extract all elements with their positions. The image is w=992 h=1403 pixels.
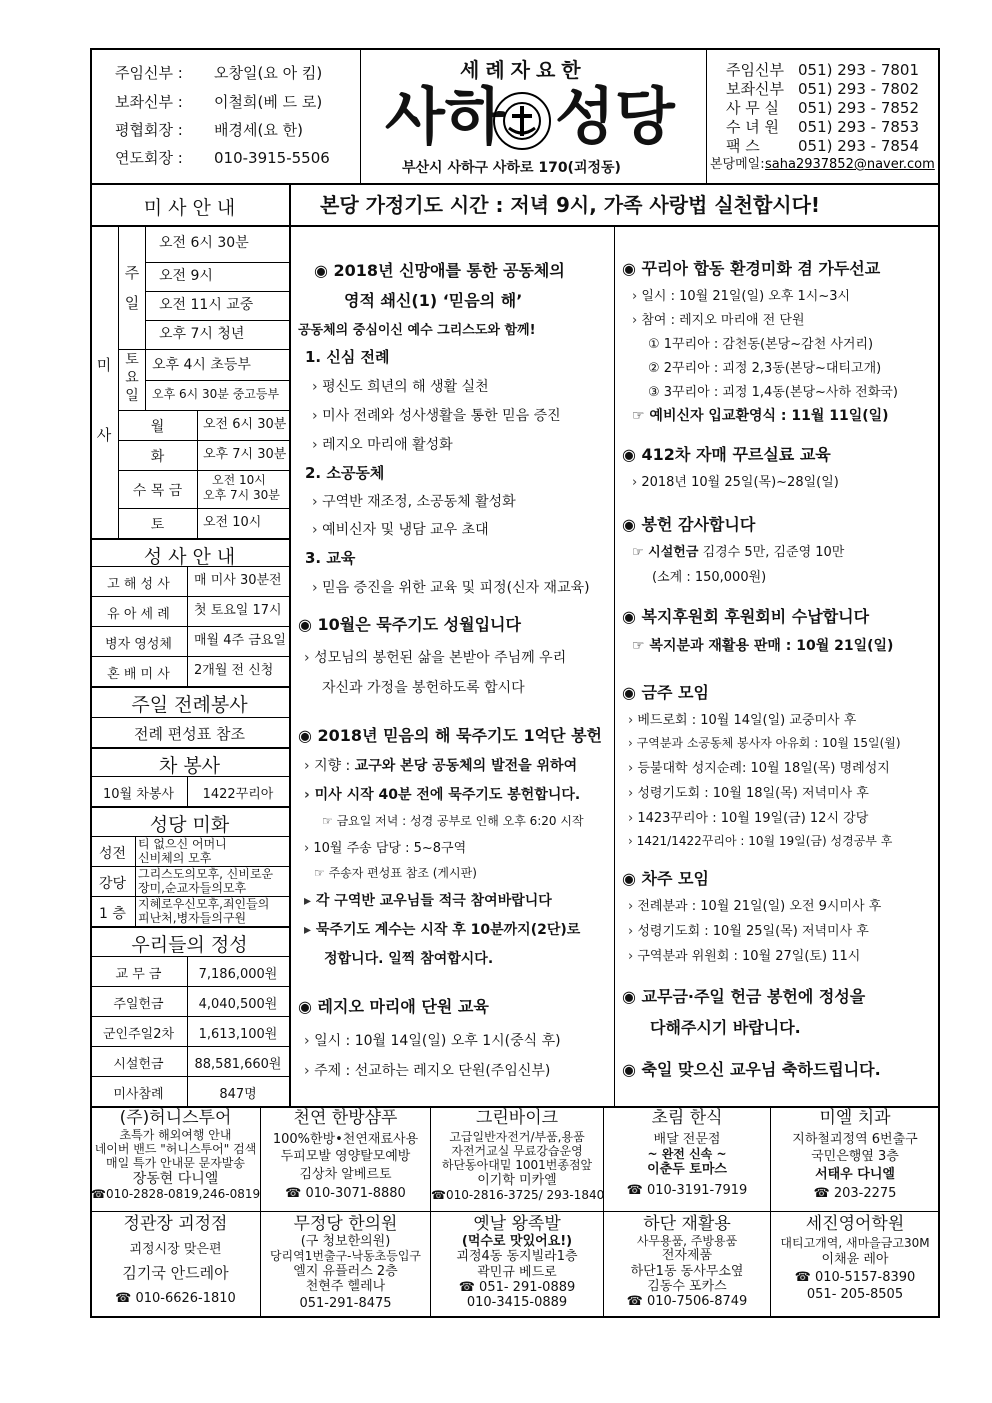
ad-line: 하단1동 동사무소옆 [630, 1263, 744, 1279]
section-title: ◉ 축일 맞으신 교우님 축하드립니다. [622, 1060, 881, 1079]
ad-line: 배달 전문점 [653, 1132, 721, 1148]
ad-phone: ☎ 010-6626-1810 [115, 1291, 236, 1307]
text-line: 미사 시작 40분 전에 묵주기도 봉헌합니다. [314, 787, 581, 803]
section-offering-notice [622, 984, 938, 1038]
sunday-label: 주 일 [124, 264, 140, 312]
ad-phone: 051-291-8475 [299, 1296, 392, 1312]
list-item: 1423꾸리아 : 10월 19일(금) 12시 강당 [637, 811, 869, 826]
contact-label: 주임신부 [726, 61, 784, 79]
ad-phone: ☎010-2816-3725/ 293-1840 [431, 1187, 605, 1202]
list-item: 구역분과 소공동체 봉사자 아유회 : 10월 15일(월) [636, 736, 901, 750]
sunday-time: 오후 7시 청년 [159, 326, 245, 342]
ad-line: 사무용품, 주방용품 [636, 1234, 738, 1249]
list-item: 미사 전례와 성사생활을 통한 믿음 증진 [322, 408, 561, 424]
beauty-area: 1 층 [99, 906, 126, 922]
list-item: 믿음 증진을 위한 교육 및 피정(신자 재교육) [322, 580, 590, 596]
car-group: 1422꾸리아 [202, 787, 274, 802]
weekday-time: 오전 10시 [203, 515, 262, 530]
list-item: 전례분과 : 10월 21일(일) 오전 9시미사 후 [637, 899, 882, 914]
ad-phone: ☎ 051- 291-0889 [458, 1280, 576, 1296]
section-title: ◉ 2018년 신망애를 통한 공동체의 [314, 261, 565, 280]
divider [90, 686, 289, 688]
weekday-time: 오후 7시 30분 [203, 488, 280, 502]
divider [118, 508, 289, 509]
section-thanks [622, 512, 938, 585]
offering-amount: 847명 [219, 1087, 257, 1102]
address: 부산시 사하구 사하로 170(괴정동) [402, 160, 621, 176]
text-line: 교구와 본당 공동체의 발전을 위하여 [354, 758, 578, 774]
section-title: ◉ 금주 모임 [622, 683, 709, 702]
list-item: 예비신자 및 냉담 교우 초대 [322, 522, 489, 538]
ad-line: (먹수로 맛있어요!) [461, 1234, 573, 1250]
sacrament-time: 매월 4주 금요일 [194, 633, 286, 648]
staff-name: 010-3915-5506 [214, 149, 330, 167]
ad-owner: 김상차 알베르토 [299, 1166, 392, 1182]
text-line: (소계 : 150,000원) [652, 570, 767, 585]
divider [197, 410, 198, 538]
divider [90, 717, 289, 718]
text-line: 자신과 가정을 봉헌하도록 합시다 [322, 680, 525, 696]
sacrament-title: 성 사 안 내 [143, 546, 236, 568]
beauty-group: 장미,순교자들의모후 [138, 881, 247, 895]
text-line: 10월 주송 담당 : 5~8구역 [313, 841, 467, 856]
section-subtitle: 공동체의 중심이신 예수 그리스도와 함께! [298, 323, 536, 338]
ad-phone: ☎ 010-3071-8880 [285, 1186, 406, 1202]
ad-line: 지하철괴정역 6번출구 [792, 1132, 918, 1148]
text-line: ☞ 시설헌금 [632, 545, 699, 560]
contact-label: 사 무 실 [726, 99, 780, 117]
offering-name: 미사참례 [113, 1087, 164, 1102]
weekday-name: 토 [150, 517, 165, 533]
divider [145, 380, 289, 381]
banner: 본당 가정기도 시간 : 저녁 9시, 가족 사랑법 실천합시다! [320, 193, 821, 217]
ad-line: 괴정4동 동지빌라1층 [456, 1249, 578, 1265]
ad-owner: 장동현 다니엘 [132, 1170, 219, 1187]
list-item: 성령기도회 : 10월 18일(목) 저녁미사 후 [637, 786, 869, 801]
subheading: 2. 소공동체 [305, 464, 385, 482]
ad-name: 세진영어학원 [805, 1214, 905, 1234]
divider [90, 1211, 940, 1212]
saturday-time: 오후 6시 30분 중고등부 [152, 387, 280, 401]
weekday-time: 오전 10시 [212, 473, 266, 487]
text-line: 정합니다. 일찍 참여합시다. [324, 951, 494, 967]
divider [118, 440, 289, 441]
ad-name: 옛날 왕족발 [473, 1214, 561, 1234]
ad-name: 정관장 괴정점 [123, 1214, 228, 1234]
section-faith-year: ◉ 2018년 신망애를 통한 공동체의 영적 쇄신(1) ‘믿음의 해’ 공동체의 중심이신 예수 그리스도와 함께! 1. 신심 전례 › 평신도 희년의 해 생활 실천 › 미사 전례와 성사생활을 통한 믿음 증진 › 레지오 마리애 활성화 2. 소공동체 › 구역반 재조정, 소공동체 활성화 › 예비신자 및 냉담 교우 초대 3. 교육 › 믿음 증진을 위한 교육 및 피정(신자 재교육) [298, 258, 610, 597]
section-rosary-offering: ◉ 2018년 믿음의 해 묵주기도 1억단 봉헌 › 지향 : 교구와 본당 공동체의 발전을 위하여 › 미사 시작 40분 전에 묵주기도 봉헌합니다. ☞ 금요일 저녁 : 성경 공부로 인해 오후 6:20 시작 › 10월 주송 담당 : 5~8구역 ☞ 주송자 편성표 참조 (게시판) ▸ 각 구역반 교우님들 적극 참여바랍니다 ▸ 묵주기도 계수는 시작 후 10분까지(2단)로 정합니다. 일찍 참여합시다. [298, 723, 616, 968]
weekday-time: 오전 6시 30분 [203, 417, 287, 432]
ad-line: 고급일반자전거/부품,용품 [449, 1130, 585, 1145]
list-item: 평신도 희년의 해 생활 실천 [322, 379, 489, 395]
section-legio: ◉ 레지오 마리애 단원 교육 › 일시 : 10월 14일(일) 오후 1시(중식 후) › 주제 : 선교하는 레지오 단원(주임신부) [298, 994, 610, 1080]
divider [90, 596, 289, 597]
title-right: 성당 [555, 80, 675, 153]
sacrament-name: 병자 영성체 [105, 637, 172, 652]
text-line: 각 구역반 교우님들 적극 참여바랍니다 [315, 893, 552, 909]
divider [118, 349, 289, 350]
section-next-week: ◉ 차주 모임 › 전례분과 : 10월 21일(일) 오전 9시미사 후 › 성령기도회 : 10월 25일(목) 저녁미사 후 › 구역분과 위원회 : 10월 27일(토) 11시 [622, 866, 940, 964]
sacrament-time: 2개월 전 신청 [194, 663, 274, 678]
contact-number: 051) 293 - 7854 [798, 137, 920, 155]
offering-amount: 7,186,000원 [198, 967, 278, 982]
staff-role: 평협회장 : [115, 121, 183, 139]
section-welfare [622, 604, 938, 655]
contact-label: 수 녀 원 [726, 118, 780, 136]
divider [289, 184, 291, 1106]
subtitle: 세례자요한 [460, 58, 587, 82]
ad-owner: 이춘두 토마스 [647, 1161, 727, 1177]
divider [90, 747, 289, 749]
text-line: ☞ 금요일 저녁 : 성경 공부로 인해 오후 6:20 시작 [322, 814, 584, 828]
mass-title: 미 사 안 내 [143, 197, 236, 219]
list-item: 등불대학 성지순례: 10월 18일(목) 명례성지 [637, 761, 890, 776]
staff-role: 연도회장 : [115, 149, 183, 167]
offering-amount: 1,613,100원 [198, 1027, 278, 1042]
offering-amount: 88,581,660원 [194, 1057, 282, 1072]
offering-name: 군인주일2차 [102, 1027, 175, 1042]
divider [145, 226, 146, 410]
ad-owner: 김기국 안드레아 [122, 1264, 229, 1283]
list-item: 구역분과 위원회 : 10월 27일(토) 11시 [637, 949, 861, 964]
ad-line: 당리역1번출구-낙동초등입구 [269, 1249, 422, 1264]
car-month: 10월 차봉사 [103, 787, 174, 802]
ad-line: 두피모발 영양탈모예방 [280, 1149, 411, 1165]
ad-phone: 051- 205-8505 [806, 1286, 904, 1302]
staff-name: 오창일(요 아 킴) [214, 64, 323, 82]
text-line: 지향 : [314, 758, 355, 774]
ad-jeonggwanjang [91, 1214, 260, 1306]
list-item: 성령기도회 : 10월 25일(목) 저녁미사 후 [637, 924, 869, 939]
ad-name: 천연 한방샴푸 [293, 1108, 398, 1128]
car-title: 차 봉사 [158, 755, 221, 777]
divider [360, 48, 361, 184]
section-title: ◉ 2018년 믿음의 해 묵주기도 1억단 봉헌 [298, 726, 602, 745]
beauty-group: 그리스도의모후, 신비로운 [138, 867, 274, 881]
section-curia: ◉ 꾸리아 합동 환경미화 겸 가두선교 › 일시 : 10월 21일(일) 오후 1시~3시 › 참여 : 레지오 마리애 전 단원 ① 1꾸리아 : 감천동(본당~감천 사거리) ② 2꾸리아 : 괴정 2,3동(본당~대티고개) ③ 3꾸리아 : 괴정 1,4동(본당~사하 전화국) ☞ 예비신자 입교환영식 : 11월 11일(일) [622, 256, 938, 425]
section-feast [622, 1057, 938, 1080]
text-line: 참여 : 레지오 마리애 전 단원 [641, 313, 805, 328]
contact-number: 051) 293 - 7802 [798, 80, 920, 98]
sacrament-time: 첫 토요일 17시 [194, 603, 282, 618]
weekday-name: 수 목 금 [132, 483, 183, 499]
divider [90, 183, 940, 185]
text-line: ③ 3꾸리아 : 괴정 1,4동(본당~사하 전화국) [648, 385, 898, 400]
ad-name: 초림 한식 [651, 1108, 723, 1128]
divider [90, 1076, 289, 1077]
ad-line: 괴정시장 맞은편 [129, 1242, 222, 1258]
divider [90, 626, 289, 627]
text-line: ① 1꾸리아 : 감천동(본당~감천 사거리) [648, 337, 874, 352]
sacrament-name: 고 해 성 사 [107, 577, 170, 592]
offering-name: 시설헌금 [113, 1057, 164, 1072]
offering-amount: 4,040,500원 [198, 997, 278, 1012]
ad-line: 전자제품 [661, 1248, 713, 1264]
contact-number: 051) 293 - 7801 [798, 61, 920, 79]
church-logo-icon [493, 92, 551, 150]
weekday-name: 월 [150, 419, 165, 435]
ad-phone: ☎ 010-7506-8749 [626, 1294, 748, 1310]
beauty-group: 신비체의 모후 [138, 851, 212, 865]
sunday-time: 오전 11시 교중 [159, 297, 254, 313]
ad-name: (주)허니스투어 [119, 1108, 232, 1128]
section-title: ◉ 봉헌 감사합니다 [622, 515, 756, 534]
contact-number: 051) 293 - 7852 [798, 99, 920, 117]
beauty-group: 피난처,병자들의구원 [138, 911, 247, 925]
list-item: 베드로회 : 10월 14일(일) 교중미사 후 [637, 713, 857, 728]
section-title: ◉ 차주 모임 [622, 869, 709, 888]
text-line: ② 2꾸리아 : 괴정 2,3동(본당~대티고개) [648, 361, 882, 376]
sunday-time: 오전 6시 30분 [159, 235, 249, 251]
mass-label: 미 사 [96, 356, 112, 444]
offering-name: 교 무 금 [115, 967, 162, 982]
saturday-label: 토 요 일 [125, 352, 139, 404]
staff-name: 배경세(요 한) [214, 121, 303, 139]
divider [145, 291, 289, 292]
offering-title: 우리들의 정성 [131, 934, 248, 956]
ad-phone: ☎ 203-2275 [813, 1186, 897, 1202]
ad-name: 미엘 치과 [819, 1108, 891, 1128]
section-title: ◉ 10월은 묵주기도 성월입니다 [298, 615, 521, 634]
staff-role: 주임신부 : [115, 64, 183, 82]
divider [90, 225, 940, 227]
title-left: 사하 [385, 80, 505, 153]
text-line: ☞ 예비신자 입교환영식 : 11월 11일(일) [632, 408, 889, 424]
ad-owner: 이채윤 레아 [821, 1252, 889, 1268]
list-item: 레지오 마리애 활성화 [322, 437, 453, 453]
divider [145, 262, 289, 263]
divider [90, 956, 289, 957]
section-cursillo: ◉ 412차 자매 꾸르실료 교육 › 2018년 10월 25일(목)~28일(일) [622, 442, 938, 490]
ad-line: 엘지 유플러스 2층 [293, 1263, 398, 1279]
ad-line: 네이버 밴드 "허니스투어" 검색 [94, 1142, 257, 1157]
ad-phone: 010-3415-0889 [466, 1295, 568, 1311]
subheading: 1. 신심 전례 [305, 348, 390, 366]
email-link[interactable]: saha2937852@naver.com [765, 157, 935, 172]
beauty-area: 강당 [98, 876, 127, 892]
text-line: 묵주기도 계수는 시작 후 10분까지(2단)로 [315, 922, 581, 938]
divider [90, 776, 289, 777]
ad-owner: 천현주 헬레나 [305, 1278, 386, 1294]
liturgy-title: 주일 전례봉사 [131, 694, 248, 716]
ad-owner: 서태우 다니엘 [815, 1166, 895, 1182]
ad-line: 매일 특가 안내문 문자발송 [106, 1156, 245, 1171]
divider [145, 320, 289, 321]
ad-chorim [604, 1108, 770, 1198]
beauty-area: 성전 [98, 846, 127, 862]
sacrament-name: 유 아 세 례 [107, 607, 170, 622]
ad-phone: ☎010-2828-0819,246-0819 [91, 1187, 261, 1202]
ad-line: 100%한방•천연재료사용 [272, 1132, 419, 1148]
saturday-time: 오후 4시 초등부 [152, 357, 251, 373]
ad-phone: ☎ 010-5157-8390 [794, 1269, 916, 1285]
ad-owner: 김동수 포카스 [647, 1278, 727, 1294]
section-rosary-month: ◉ 10월은 묵주기도 성월입니다 › 성모님의 봉헌된 삶을 본받아 주님께 우리 자신과 가정을 봉헌하도록 합시다 [298, 612, 610, 697]
weekday-time: 오후 7시 30분 [203, 447, 287, 462]
staff-role: 보좌신부 : [115, 93, 183, 111]
divider [118, 470, 289, 471]
subheading: 3. 교육 [305, 549, 356, 567]
beauty-group: 티 없으신 어머니 [138, 837, 227, 851]
contact-label: 팩 스 [726, 137, 760, 155]
ad-owner: 곽민규 베드로 [477, 1264, 557, 1280]
offering-name: 주일헌금 [113, 997, 164, 1012]
divider [135, 836, 136, 926]
ad-english-academy [771, 1214, 939, 1302]
section-title: 영적 쇄신(1) ‘믿음의 해’ [344, 291, 523, 310]
ad-line: 대티고개역, 새마을금고30M [780, 1236, 930, 1251]
ad-green-bike [431, 1108, 603, 1202]
ad-jokbal [431, 1214, 603, 1311]
divider [90, 1016, 289, 1017]
ad-line: 국민은행옆 3층 [811, 1149, 899, 1165]
divider [90, 986, 289, 987]
divider [90, 926, 289, 928]
text-line: 성모님의 봉헌된 삶을 본받아 주님께 우리 [314, 650, 567, 666]
ad-oriental-clinic [261, 1214, 430, 1312]
divider [90, 1046, 289, 1047]
text-line: ☞ 복지분과 재활용 판매 : 10월 21일(일) [632, 638, 894, 654]
ad-recycling [604, 1214, 770, 1310]
ad-miel-dental [771, 1108, 939, 1201]
divider [614, 226, 615, 1106]
divider [90, 538, 289, 540]
ad-name: 무정당 한의원 [293, 1214, 398, 1234]
ad-name: 그린바이크 [475, 1108, 559, 1128]
ad-herbal-shampoo [261, 1108, 430, 1201]
contact-label: 보좌신부 [726, 80, 784, 98]
divider [90, 806, 289, 808]
email-label: 본당메일: [710, 157, 765, 172]
weekday-name: 화 [150, 449, 165, 465]
liturgy-text: 전례 편성표 참조 [134, 725, 245, 743]
divider [187, 566, 188, 686]
ad-phone: ☎ 010-3191-7919 [626, 1182, 748, 1198]
beauty-title: 성당 미화 [149, 814, 230, 836]
section-this-week: ◉ 금주 모임 › 베드로회 : 10월 14일(일) 교중미사 후 › 구역분과 소공동체 봉사자 아유회 : 10월 15일(월) › 등불대학 성지순례: 10월 18일(목) 명례성지 › 성령기도회 : 10월 18일(목) 저녁미사 후 › 1423꾸리아 : 10월 19일(금) 12시 강당 › 1421/1422꾸리아 : 10월 19일(금) 성경공부 후 [622, 680, 940, 849]
staff-name: 이철희(베 드 로) [214, 93, 323, 111]
divider [706, 48, 707, 184]
section-title: ◉ 교무금·주일 헌금 봉헌에 정성을 [622, 987, 866, 1006]
text-line: 일시 : 10월 21일(일) 오후 1시~3시 [641, 289, 851, 304]
text-line: 주제 : 선교하는 레지오 단원(주임신부) [314, 1063, 551, 1079]
section-title: ◉ 레지오 마리애 단원 교육 [298, 997, 489, 1016]
contact-number: 051) 293 - 7853 [798, 118, 920, 136]
text-line: ☞ 주송자 편성표 참조 (게시판) [314, 866, 477, 880]
divider [90, 566, 289, 567]
ad-line: 자전거교실 무료강습운영 [451, 1144, 583, 1159]
divider [90, 656, 289, 657]
beauty-group: 지혜로우신모후,죄인들의 [138, 897, 270, 911]
ad-line: ~ 완전 신속 ~ [647, 1147, 727, 1162]
sunday-time: 오전 9시 [159, 268, 213, 284]
section-title: ◉ 412차 자매 꾸르실료 교육 [622, 445, 831, 464]
divider [118, 410, 289, 411]
ad-owner: 이기학 미카엘 [477, 1172, 557, 1188]
ad-line: (구 청보한의원) [300, 1234, 391, 1250]
sacrament-time: 매 미사 30분전 [194, 573, 282, 588]
section-title: ◉ 복지후원회 후원회비 수납합니다 [622, 607, 870, 626]
text-line: 김경수 5만, 김준영 10만 [702, 545, 845, 560]
list-item: 1421/1422꾸리아 : 10월 19일(금) 성경공부 후 [636, 834, 893, 848]
section-title: ◉ 꾸리아 합동 환경미화 겸 가두선교 [622, 259, 881, 278]
section-title: 다해주시기 바랍니다. [650, 1018, 801, 1037]
ad-line: 하단동아대밑 1001번종점앞 [441, 1158, 593, 1173]
text-line: 2018년 10월 25일(목)~28일(일) [641, 475, 839, 490]
list-item: 구역반 재조정, 소공동체 활성화 [322, 494, 516, 510]
text-line: 일시 : 10월 14일(일) 오후 1시(중식 후) [314, 1033, 561, 1049]
sacrament-name: 혼 배 미 사 [107, 667, 170, 682]
ad-line: 초특가 해외여행 안내 [119, 1128, 232, 1143]
ad-honeys-tour [91, 1108, 260, 1201]
ad-name: 하단 재활용 [643, 1214, 731, 1234]
